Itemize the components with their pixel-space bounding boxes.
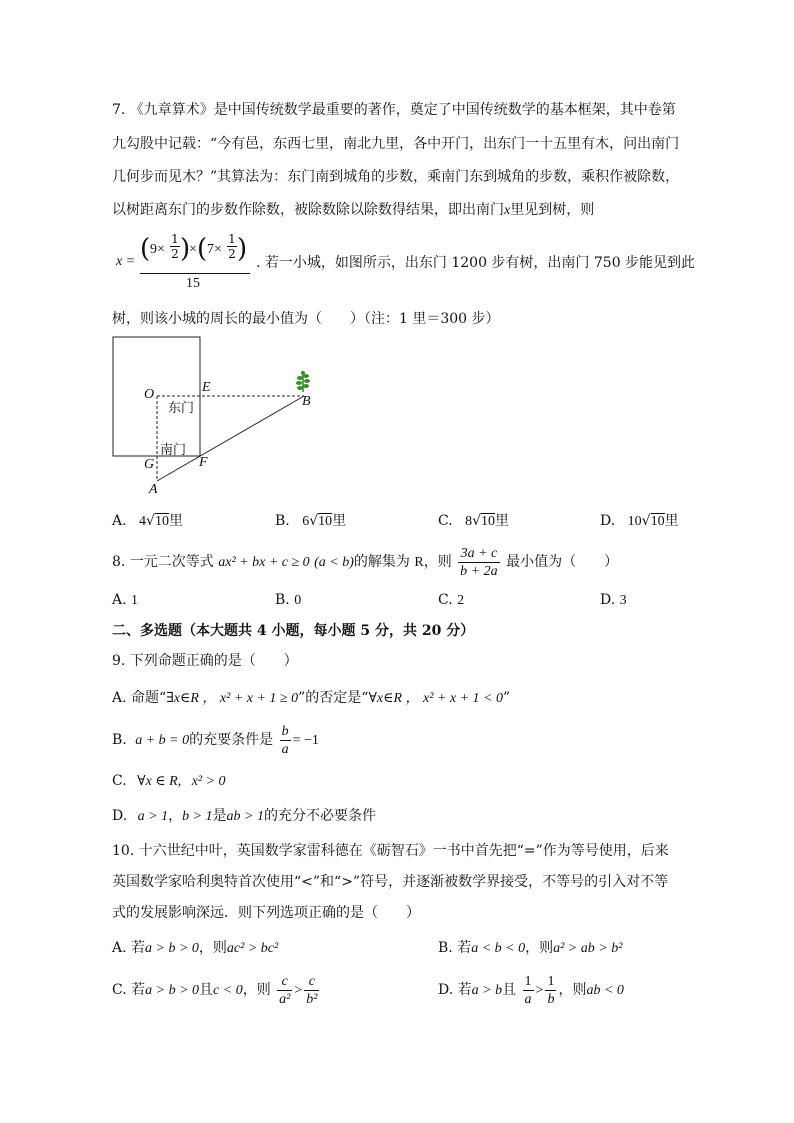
option-label: D. xyxy=(600,513,616,529)
formula-denominator: 15 xyxy=(186,276,200,291)
q9-d-math1: a > 1 xyxy=(137,809,169,824)
half-num-b: 1 xyxy=(228,232,236,246)
q8-inequality: ax² + bx + c ≥ 0 xyxy=(218,555,310,570)
q7-line-4-end: 里见到树，则 xyxy=(510,202,595,218)
q9-a-text1: 命题“ xyxy=(131,690,167,706)
q7-figure xyxy=(108,334,328,499)
half-den-a: 2 xyxy=(171,247,179,261)
q9-b-math: a + b = 0 xyxy=(135,733,190,748)
q9-d-math3: ab > 1 xyxy=(226,809,264,824)
option-label: C. xyxy=(438,513,453,529)
q10-c-frac2 xyxy=(304,973,319,1008)
south-gate-label: 南门 xyxy=(160,443,187,458)
q9-a-math1: ∃x∈R ， x² + x + 1 ≥ 0 xyxy=(166,691,299,706)
q9-d-text1: 是 xyxy=(212,808,227,824)
option-label: D. xyxy=(112,808,128,824)
q10-c-gt: > xyxy=(294,983,303,998)
q8-prefix: 8. 一元二次等式 xyxy=(112,554,214,570)
q10-c-m2: c < 0 xyxy=(213,983,243,998)
option-label: A. xyxy=(112,592,127,608)
q10-c-t3: ，则 xyxy=(242,982,271,998)
q10-c-t1: 若 xyxy=(131,982,146,998)
q7-option-c[interactable]: C. 8√10里 xyxy=(438,513,510,529)
q7-line-4-text: 以树距离东门的步数作除数，被除数除以除数得结果，即出南门 xyxy=(112,202,504,218)
q7-line-5: . 若一小城，如图所示，出东门 1200 步有树，出南门 750 步能见到此 xyxy=(256,255,696,271)
label-G: G xyxy=(144,457,155,472)
q7-line-2: 九勾股中记载：“今有邑，东西七里，南北九里，各中开门，出东门一十五里有木，问出南门 xyxy=(112,136,680,152)
tree-icon xyxy=(294,370,312,394)
option-label: A. xyxy=(112,940,127,956)
q8-suffix: 最小值为（ ） xyxy=(506,554,619,570)
option-value: 0 xyxy=(294,593,302,608)
q9-option-b[interactable] xyxy=(112,722,319,759)
q10-option-c[interactable] xyxy=(112,972,321,1009)
q9-b-text: 的充要条件是 xyxy=(189,732,274,748)
q10-a-t1: 若 xyxy=(131,940,146,956)
option-radicand: 10 xyxy=(481,514,496,529)
q10-d-frac1-den: a xyxy=(524,991,532,1007)
q10-c-t2: 且 xyxy=(199,982,214,998)
q10-d-t1: 若 xyxy=(457,982,472,998)
q8-fraction xyxy=(458,545,499,580)
option-value: 2 xyxy=(457,593,465,608)
q9-b-fraction xyxy=(280,723,291,758)
label-O: O xyxy=(144,387,155,402)
option-coef: 8 xyxy=(465,514,473,529)
q9-a-math2: ∀x∈R ， x² + x + 1 < 0 xyxy=(368,691,503,706)
option-label: B. xyxy=(275,513,290,529)
q10-d-frac2-den: b xyxy=(547,991,555,1007)
q7-line-6: 树，则该小城的周长的最小值为（ ）（注：1 里＝300 步） xyxy=(112,311,500,327)
q10-b-m2: a² > ab > b² xyxy=(553,941,623,956)
option-label: C. xyxy=(112,982,127,998)
q8-mid: 的解集为 xyxy=(353,554,410,570)
formula-numerator: ( 9× $\frac{1}{2}$ ) × ( 7× $\frac{1}{2}$ ) xyxy=(140,232,248,264)
q8-option-d[interactable] xyxy=(600,590,627,611)
q10-d-gt: > xyxy=(535,983,544,998)
q10-b-t1: 若 xyxy=(457,940,472,956)
section-heading: 二、多选题（本大题共 4 小题，每小题 5 分，共 20 分） xyxy=(112,623,475,639)
option-label: D. xyxy=(600,592,616,608)
q9-d-text2: 的充分不必要条件 xyxy=(264,808,376,824)
option-label: A. xyxy=(112,690,127,706)
q10-c-frac1 xyxy=(277,973,292,1008)
formula-term-a: 9× xyxy=(150,242,165,257)
q7-var-x: x xyxy=(504,203,511,218)
q10-d-frac2 xyxy=(545,973,556,1008)
q7-formula xyxy=(116,230,256,296)
q10-d-m2: ab < 0 xyxy=(586,983,624,998)
q10-b-t2: ，则 xyxy=(525,940,554,956)
formula-term-b: 7× xyxy=(207,242,222,257)
q8-option-a[interactable] xyxy=(112,590,138,611)
option-radicand: 10 xyxy=(154,514,169,529)
q9-d-math2: b > 1 xyxy=(182,809,213,824)
option-label: D. xyxy=(438,982,454,998)
q7-line-1: 7. 《九章算术》是中国传统数学最重要的著作，奠定了中国传统数学的基本框架，其中卷第 xyxy=(112,102,676,118)
q10-d-frac1-num: 1 xyxy=(524,973,532,989)
q10-a-m2: ac² > bc² xyxy=(226,941,279,956)
q10-c-frac2-den: b² xyxy=(306,991,318,1007)
q8-option-c[interactable] xyxy=(438,590,464,611)
option-coef: 10 xyxy=(627,514,642,529)
q8-frac-num: 3a + c xyxy=(458,545,499,563)
option-label: B. xyxy=(438,940,453,956)
east-gate-label: 东门 xyxy=(168,401,195,416)
q8-condition: (a < b) xyxy=(314,555,354,570)
q7-option-d[interactable]: D. 10√10里 xyxy=(600,513,679,529)
q10-option-a[interactable] xyxy=(112,938,278,959)
q9-b-frac-num: b xyxy=(281,723,289,739)
q9-c-math: ∀x ∈ R, x² > 0 xyxy=(137,774,226,789)
q10-d-frac2-num: 1 xyxy=(547,973,555,989)
q10-line-2: 英国数学家哈利奥特首次使用“<”和“>”符号，并逐渐被数学界接受，不等号的引入对不等 xyxy=(112,874,669,890)
q10-c-m1: a > b > 0 xyxy=(145,983,200,998)
formula-lhs: x = xyxy=(116,254,136,269)
q10-d-frac1 xyxy=(523,973,534,1008)
q10-c-frac1-num: c xyxy=(277,973,292,991)
option-label: B. xyxy=(275,592,290,608)
option-coef: 6 xyxy=(302,514,310,529)
label-B: B xyxy=(302,394,311,409)
q10-a-m1: a > b > 0 xyxy=(145,941,199,956)
option-unit: 里 xyxy=(168,513,183,529)
option-label: C. xyxy=(112,773,127,789)
q10-d-t2: 且 xyxy=(502,982,517,998)
option-radicand: 10 xyxy=(318,514,333,529)
q9-d-sep: ， xyxy=(168,808,183,824)
option-label: B. xyxy=(112,732,127,748)
option-value: 1 xyxy=(131,593,139,608)
q10-b-m1: a < b < 0 xyxy=(471,941,526,956)
q7-option-b[interactable]: B. 6√10里 xyxy=(275,513,347,529)
q9-option-c[interactable] xyxy=(112,771,226,792)
q9-a-text2: ”的否定是“ xyxy=(298,690,369,706)
q8-stem xyxy=(112,544,618,581)
half-num-a: 1 xyxy=(171,232,179,246)
q10-d-m1: a > b xyxy=(471,983,503,998)
q10-c-frac1-den: a² xyxy=(279,991,291,1007)
label-F: F xyxy=(199,455,208,470)
city-diagram xyxy=(108,334,328,499)
option-label: C. xyxy=(438,592,453,608)
q10-option-b[interactable] xyxy=(438,938,622,959)
option-unit: 里 xyxy=(664,513,679,529)
q8-frac-den: b + 2a xyxy=(460,563,498,579)
option-radicand: 10 xyxy=(650,514,665,529)
q10-option-d[interactable] xyxy=(438,972,624,1009)
half-den-b: 2 xyxy=(228,247,236,261)
option-coef: 4 xyxy=(139,514,147,529)
q8-mid2: ，则 xyxy=(423,554,452,570)
q7-option-a[interactable]: A. 4√10里 xyxy=(112,513,183,529)
option-unit: 里 xyxy=(332,513,347,529)
q8-set: R xyxy=(414,555,424,570)
formula-bar xyxy=(140,273,250,274)
option-unit: 里 xyxy=(495,513,510,529)
label-E: E xyxy=(202,380,211,395)
q10-d-t3: ，则 xyxy=(558,982,587,998)
q10-a-t2: ，则 xyxy=(198,940,227,956)
q10-line-3: 式的发展影响深远．则下列选项正确的是（ ） xyxy=(112,905,420,921)
q10-c-frac2-num: c xyxy=(304,973,319,991)
q8-option-b[interactable] xyxy=(275,590,301,611)
q9-option-a[interactable] xyxy=(112,688,510,709)
q9-b-rhs: = −1 xyxy=(292,733,319,748)
q9-b-frac-den: a xyxy=(281,741,289,757)
label-A: A xyxy=(149,482,158,497)
q7-line-4 xyxy=(112,200,594,221)
q9-stem: 9. 下列命题正确的是（ ） xyxy=(112,653,298,669)
q9-option-d[interactable] xyxy=(112,806,376,827)
option-value: 3 xyxy=(619,593,627,608)
q9-a-text3: ” xyxy=(503,690,511,706)
option-label: A. xyxy=(112,513,127,529)
q7-line-3: 几何步而见木？”其算法为：东门南到城角的步数，乘南门东到城角的步数，乘积作被除数， xyxy=(112,169,680,185)
q10-line-1: 10. 十六世纪中叶，英国数学家雷科德在《砺智石》一书中首先把“=”作为等号使用，后来 xyxy=(112,843,669,859)
